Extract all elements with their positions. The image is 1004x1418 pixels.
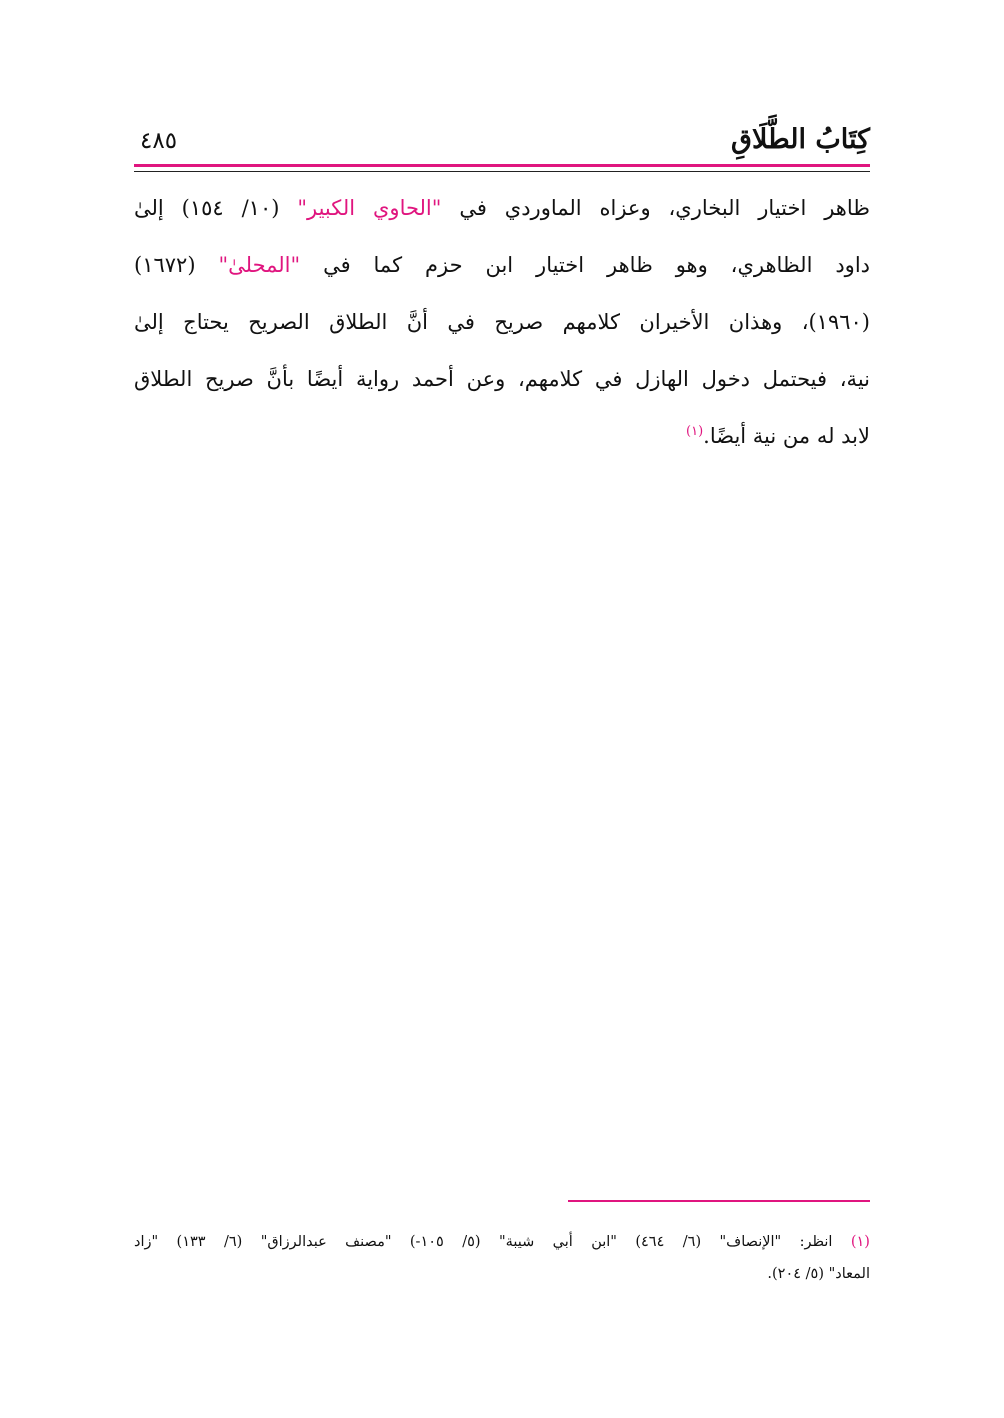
body-line-2-text: داود الظاهري، وهو ظاهر اختيار ابن حزم كما في (300, 253, 871, 277)
citation-ibn-abi-shaybah: "ابن أبي شيبة" (498, 1234, 617, 1250)
footnote-1-line-2 (134, 1258, 870, 1290)
footnote-1-line-1 (134, 1226, 870, 1258)
citation-zad-al-maad-start: "زاد (134, 1234, 159, 1250)
citation-zad-al-maad-end: المعاد" (828, 1266, 870, 1282)
header-rule-thick (134, 164, 870, 167)
footnote-ref-3: (٦/ ١٣٣) (158, 1234, 261, 1250)
citation-musannaf-abd-al-razzaq: "مصنف عبدالرزاق" (260, 1234, 392, 1250)
footnote-ref-1: (٦/ ٤٦٤) (616, 1234, 720, 1250)
body-line-5 (134, 408, 870, 465)
citation-al-muhalla: "المحلىٰ" (218, 253, 301, 277)
page-number: ٤٨٥ (140, 128, 178, 154)
footnote-reference[interactable]: (١) (686, 424, 704, 439)
body-line-3-text: (١٩٦٠)، وهذان الأخيران كلامهم صريح في أنَّ الطلاق الصريح يحتاج إلىٰ (134, 310, 870, 334)
body-line-1-ref: (١٠/ ١٥٤) إلىٰ (134, 196, 298, 220)
body-line-5-text: لابد له من نية أيضًا. (703, 424, 870, 448)
page-header (134, 118, 870, 166)
body-line-4 (134, 351, 870, 408)
body-text (134, 180, 870, 465)
footnote-ref-4: (٥/ ٢٠٤). (767, 1266, 829, 1282)
footnotes (134, 1226, 870, 1290)
citation-al-hawi-al-kabir: "الحاوي الكبير" (297, 196, 442, 220)
footnote-text: انظر: (781, 1234, 851, 1250)
citation-al-insaf: "الإنصاف" (719, 1234, 782, 1250)
body-line-4-text: نية، فيحتمل دخول الهازل في كلامهم، وعن أحمد رواية أيضًا بأنَّ صريح الطلاق (134, 367, 870, 391)
header-rule-thin (134, 171, 870, 172)
body-line-2-ref: (١٦٧٢) (134, 253, 219, 277)
body-line-1-text: ظاهر اختيار البخاري، وعزاه الماوردي في (441, 196, 870, 220)
footnote-separator (568, 1200, 870, 1202)
body-line-2 (134, 237, 870, 294)
body-line-1 (134, 180, 870, 237)
footnote-ref-2: (٥/ ١٠٥-) (391, 1234, 499, 1250)
footnote-number: (١) (850, 1234, 870, 1250)
body-line-3 (134, 294, 870, 351)
chapter-title: كِتَابُ الطَّلَاقِ (731, 124, 870, 155)
